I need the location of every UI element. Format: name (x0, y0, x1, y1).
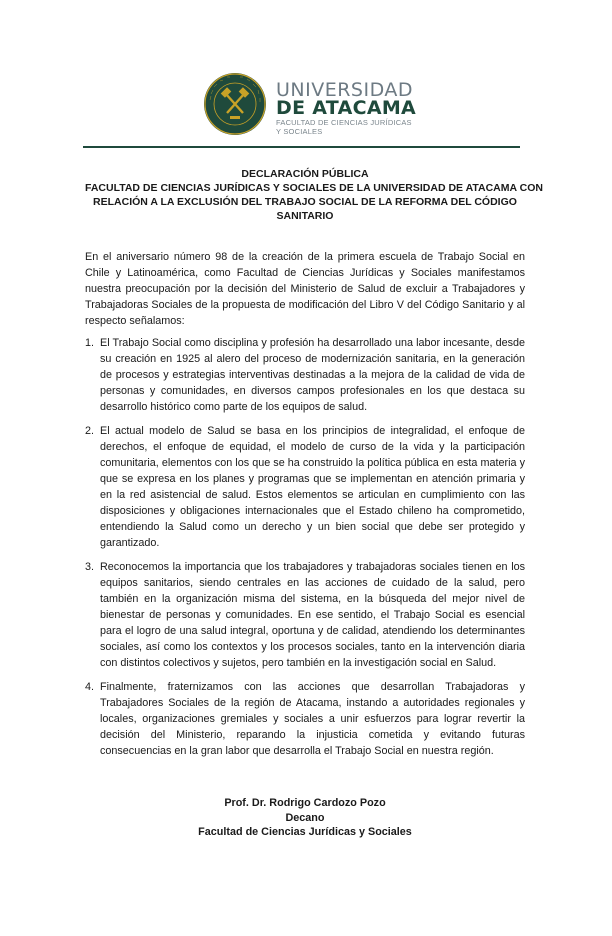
intro-paragraph: En el aniversario número 98 de la creación de la primera escuela de Trabajo Social en Chile y Latinoamérica, como Facultad de Ciencias Jurídicas y Sociales manifestamos nuestra preocupación por la decisión del Ministerio de Salud de excluir a Trabajadores y Trabajadoras Sociales de la propuesta de modificación del Libro V del Código Sanitario y al respecto señalamos: (85, 251, 525, 327)
signatory-name: Prof. Dr. Rodrigo Cardozo Pozo (224, 797, 386, 809)
declaration-points (85, 335, 525, 759)
list-item (85, 335, 525, 415)
signatory-faculty: Facultad de Ciencias Jurídicas y Sociales (198, 826, 412, 838)
list-item-text: El Trabajo Social como disciplina y profesión ha desarrollado una labor incesante, desde su creación en 1925 al alero del proceso de modernización sanitaria, en la generación de procesos y estrategias interventivas destinadas a la mejora de la calidad de vida de personas y comunidades, en diversos campos profesionales en los que destaca su desarrollo histórico como parte de los equipos de salud. (100, 337, 525, 413)
list-item-text: El actual modelo de Salud se basa en los principios de integralidad, el enfoque de derechos, el enfoque de equidad, el modelo de curso de la vida y la participación comunitaria, elementos con los que se ha construido la política pública en esta materia y que se expresa en los planes y programas que se implementan en atención primaria y en la red asistencial de salud. Estos elementos se articulan en cumplimiento con las disposiciones y obligaciones internacionales que el Estado chileno ha comprometido, entendiendo la Salud como un derecho y un bien social que debe ser protegido y garantizado. (100, 425, 525, 549)
list-item-text: Finalmente, fraternizamos con las acciones que desarrollan Trabajadoras y Trabajadores Sociales de la región de Atacama, instando a autoridades regionales y locales, organizaciones gremiales y sociales a unir esfuerzos para lograr revertir la decisión del Ministerio, reparando la injusticia cometida y evitando futuras consecuencias en la gran labor que desarrolla el Trabajo Social en nuestra región. (100, 681, 525, 757)
list-item-number: 2. (85, 425, 95, 437)
university-name-line2: DE ATACAMA (276, 97, 417, 119)
title-line: DECLARACIÓN PÚBLICA (241, 168, 369, 180)
faculty-name-line1: FACULTAD DE CIENCIAS JURÍDICAS (276, 118, 412, 127)
list-item (85, 679, 525, 759)
signature-block (85, 796, 525, 840)
header-divider (83, 146, 520, 148)
list-item-text: Reconocemos la importancia que los trabajadores y trabajadoras sociales tienen en los equipos sanitarios, siendo centrales en las acciones de cuidado de la salud, pero también en la organización misma del sistema, en la búsqueda del mejor nivel de bienestar de personas y comunidades. En ese sentido, el Trabajo Social es esencial para el logro de una salud integral, oportuna y de calidad, atendiendo los determinantes sociales, así como los contextos y los procesos sociales, tanto en la intervención diaria con distintos colectivos y sujetos, pero también en la investigación social en Salud. (100, 561, 525, 669)
list-item (85, 423, 525, 551)
signatory-position: Decano (285, 811, 325, 824)
title-line: FACULTAD DE CIENCIAS JURÍDICAS Y SOCIALES DE LA UNIVERSIDAD DE ATACAMA CON (85, 182, 543, 194)
list-item-number: 1. (85, 337, 95, 349)
declaration-body (85, 249, 525, 767)
document-title (85, 167, 543, 223)
title-line: SANITARIO (276, 210, 334, 222)
list-item-number: 3. (85, 561, 95, 573)
university-seal-logo (203, 72, 267, 136)
university-name-line1: UNIVERSIDAD (276, 79, 414, 101)
list-item-number: 4. (85, 681, 95, 693)
university-header (203, 72, 533, 136)
faculty-name-line2: Y SOCIALES (276, 127, 323, 136)
list-item (85, 559, 525, 671)
title-line: RELACIÓN A LA EXCLUSIÓN DEL TRABAJO SOCIAL DE LA REFORMA DEL CÓDIGO (93, 196, 517, 208)
